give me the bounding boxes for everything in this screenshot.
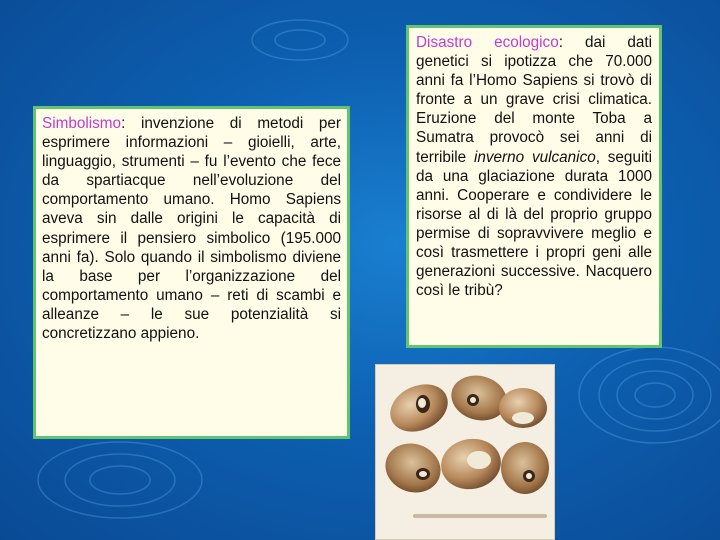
symbolism-text-box	[33, 106, 350, 439]
ecological-disaster-text-box	[406, 25, 662, 348]
ecological-disaster-body-1: : dai dati genetici si ipotizza che 70.000 anni fa l’Homo Sapiens si trovò di fronte a un grave crisi climatica. Eruzione del monte Toba a Sumatra provocò sei anni di terribile	[416, 34, 653, 166]
symbolism-body: : invenzione di metodi per esprimere informazioni – gioielli, arte, linguaggio, strumenti – fu l’evento che fece da spartiacque nell’evoluzione del comportamento umano. Homo Sapiens aveva sin dalle origini le capacità di esprimere il pensiero simbolico (195.000 anni fa). Solo quando il simbolismo diviene la base per l’organizzazione del comportamento umano – reti di scambi e alleanze – le sue potenzialità si concretizzano appieno.	[42, 115, 341, 343]
symbolism-keyword: Simbolismo	[42, 115, 122, 132]
ecological-disaster-body-2: , seguiti da una glaciazione durata 1000 anni. Cooperare e condividere le risorse al di là del proprio gruppo permise di sopravvivere meglio e così trasmettere i propri geni alle generazioni successive. Nacquero così le tribù?	[416, 148, 652, 300]
volcanic-winter-term: inverno vulcanico	[473, 148, 596, 166]
ecological-disaster-keyword: Disastro ecologico	[416, 34, 559, 51]
shell-beads-photo	[375, 364, 555, 540]
